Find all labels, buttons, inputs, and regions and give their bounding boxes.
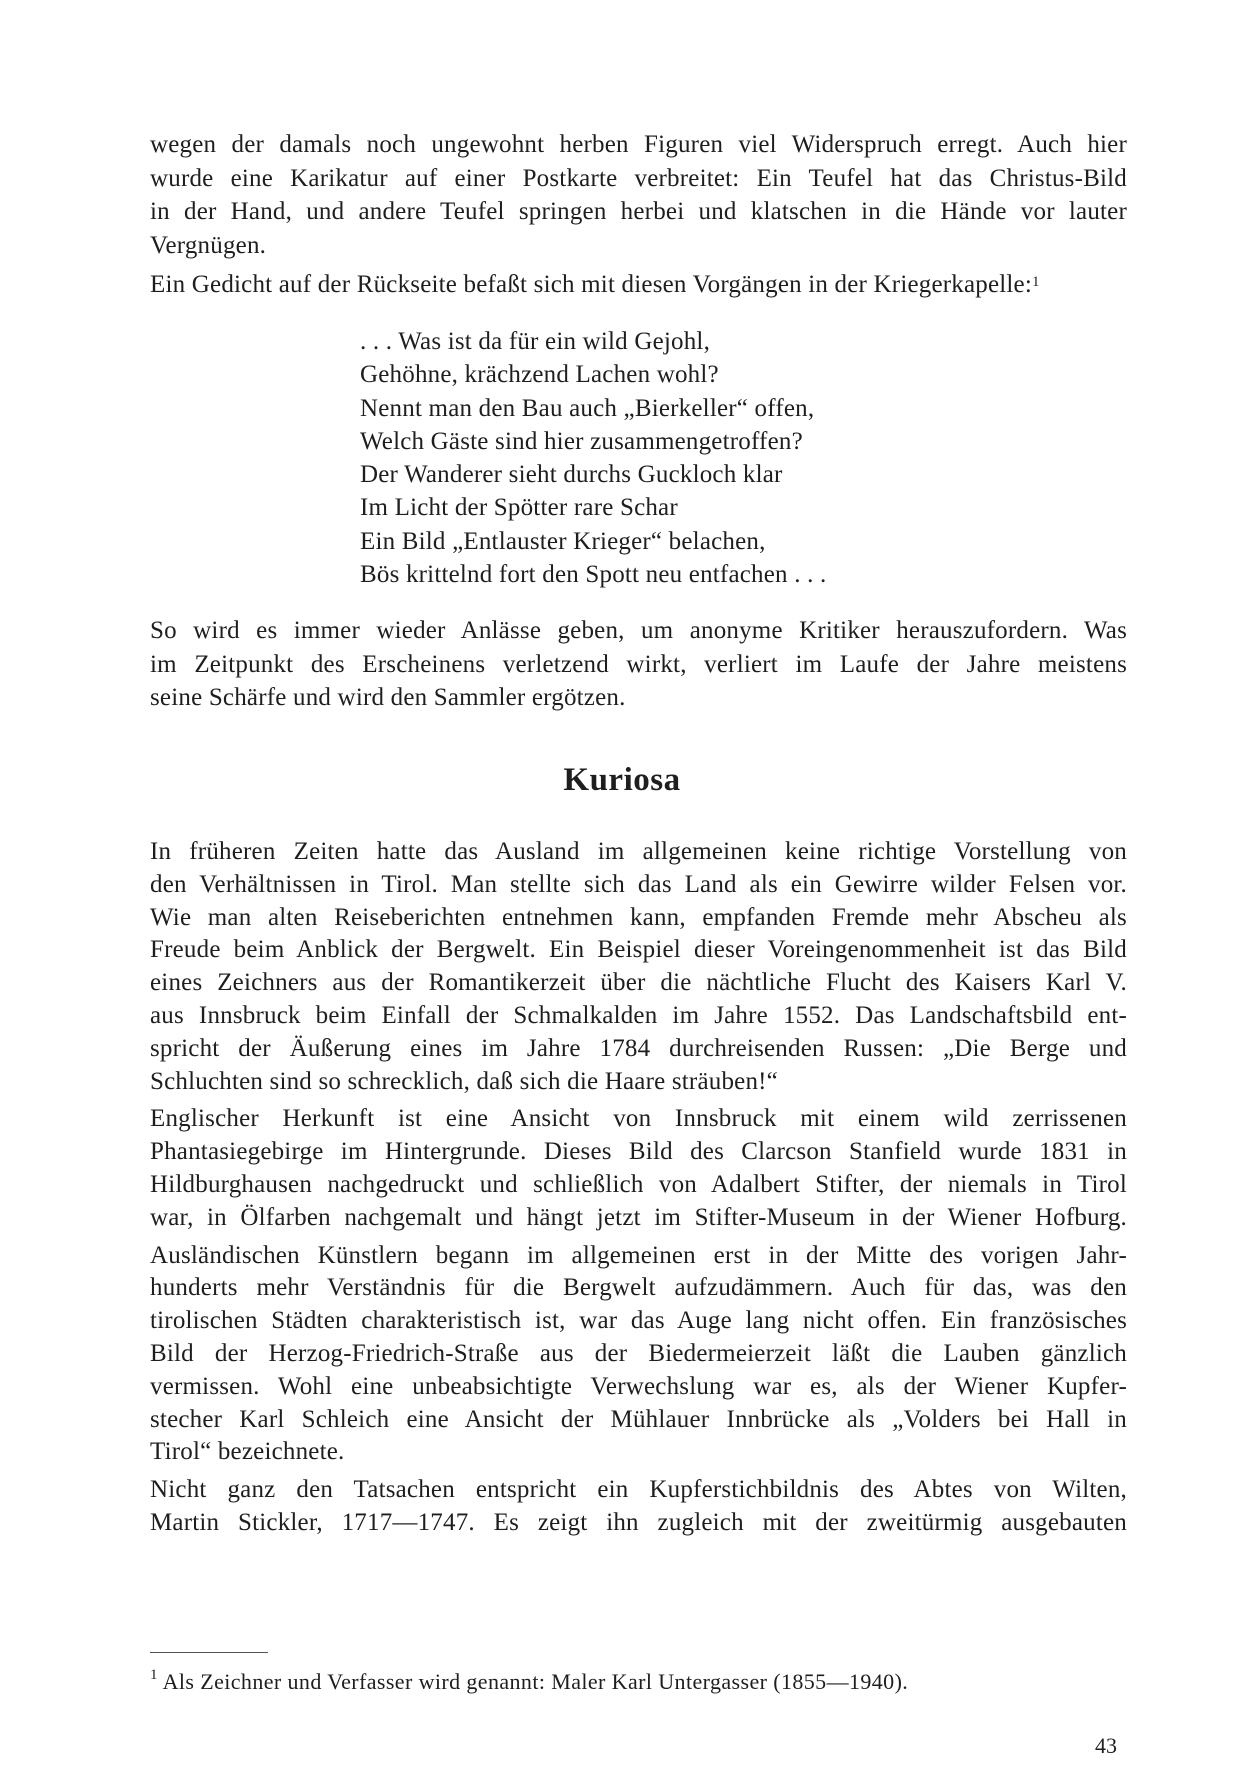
text-line: So wird es immer wieder Anlässe geben, um anonyme Kritiker herauszufordern. Was bbox=[150, 617, 1127, 644]
text-line: Hildburghausen nachgedruckt und schließlich von Adalbert Stifter, der niemals in Tirol bbox=[150, 1170, 1127, 1198]
paragraph bbox=[150, 1474, 1127, 1540]
text-line: in der Hand, und andere Teufel springen herbei und klatschen in die Hände vor lauter bbox=[150, 198, 1127, 225]
footnote-mark: 1 bbox=[1032, 274, 1040, 290]
page-number: 43 bbox=[1095, 1733, 1117, 1758]
text-line: Vergnügen. bbox=[150, 231, 267, 259]
footnote-divider bbox=[150, 1652, 268, 1653]
after-poem-paragraph bbox=[150, 614, 1127, 715]
text-line: stecher Karl Schleich eine Ansicht der Mühlauer Innbrücke als „Volders bei Hall in bbox=[150, 1405, 1127, 1433]
text-line: wegen der damals noch ungewohnt herben Figuren viel Widerspruch erregt. Auch hier bbox=[150, 131, 1127, 158]
text-line: war, in Ölfarben nachgemalt und hängt jetzt im Stifter-Museum in der Wiener Hofburg. bbox=[150, 1203, 1127, 1231]
text-line: den Verhältnissen in Tirol. Man stellte sich das Land als ein Gewirre wilder Felsen vor. bbox=[150, 870, 1127, 898]
text-line: Martin Stickler, 1717—1747. Es zeigt ihn zugleich mit der zweitürmig ausgebauten bbox=[150, 1508, 1127, 1536]
text-line: Schluchten sind so schrecklich, daß sich die Haare sträuben!“ bbox=[150, 1067, 778, 1095]
text-line: tirolischen Städten charakteristisch ist, war das Auge lang nicht offen. Ein französisches bbox=[150, 1307, 1127, 1335]
text-line: eines Zeichners aus der Romantikerzeit über die nächtliche Flucht des Kaisers Karl V. bbox=[150, 969, 1127, 997]
text-line: Phantasiegebirge im Hintergrunde. Dieses Bild des Clarcson Stanfield wurde 1831 in bbox=[150, 1138, 1127, 1166]
section-heading: Kuriosa bbox=[563, 762, 681, 798]
footnote-text: Als Zeichner und Verfasser wird genannt: Maler Karl Untergasser (1855—1940). bbox=[162, 1669, 909, 1694]
paragraph bbox=[150, 1240, 1127, 1470]
text-line: spricht der Äußerung eines im Jahre 1784 durchreisenden Russen: „Die Berge und bbox=[150, 1034, 1127, 1062]
intro-line-wrap bbox=[150, 268, 1127, 302]
paragraph bbox=[150, 836, 1127, 1098]
top-paragraph bbox=[150, 128, 1127, 302]
poem-line: Im Licht der Spötter rare Schar bbox=[360, 494, 678, 522]
text-line: vermissen. Wohl eine unbeabsichtigte Verwechslung war es, als der Wiener Kupfer- bbox=[150, 1372, 1127, 1400]
poem-line: Bös krittelnd fort den Spott neu entfachen . . . bbox=[360, 561, 827, 589]
poem-line: Welch Gäste sind hier zusammengetroffen? bbox=[360, 427, 803, 455]
text-line: wurde eine Karikatur auf einer Postkarte verbreitet: Ein Teufel hat das Christus-Bild bbox=[150, 164, 1127, 192]
text-line: Ausländischen Künstlern begann im allgemeinen erst in der Mitte des vorigen Jahr- bbox=[150, 1241, 1127, 1269]
text-line: seine Schärfe und wird den Sammler ergötzen. bbox=[150, 684, 626, 711]
text-line: Freude beim Anblick der Bergwelt. Ein Beispiel dieser Voreingenommenheit ist das Bild bbox=[150, 936, 1127, 964]
text-line: Tirol“ bezeichnete. bbox=[150, 1438, 345, 1466]
text-line: aus Innsbruck beim Einfall der Schmalkalden im Jahre 1552. Das Landschaftsbild ent- bbox=[150, 1001, 1127, 1029]
footnote bbox=[150, 1669, 908, 1695]
text-line: Bild der Herzog-Friedrich-Straße aus der Biedermeierzeit läßt die Lauben gänzlich bbox=[150, 1339, 1127, 1367]
text-line: In früheren Zeiten hatte das Ausland im allgemeinen keine richtige Vorstellung von bbox=[150, 838, 1127, 865]
poem-line: Der Wanderer sieht durchs Guckloch klar bbox=[360, 461, 783, 489]
poem-line: Gehöhne, krächzend Lachen wohl? bbox=[360, 361, 719, 389]
text-line: Nicht ganz den Tatsachen entspricht ein Kupferstichbildnis des Abtes von Wilten, bbox=[150, 1476, 1127, 1504]
intro-line: Ein Gedicht auf der Rückseite befaßt sich mit diesen Vorgängen in der Kriegerkapelle: bbox=[150, 271, 1033, 298]
poem bbox=[360, 325, 826, 591]
poem-line: Ein Bild „Entlauster Krieger“ belachen, bbox=[360, 527, 766, 555]
poem-line: Nennt man den Bau auch „Bierkeller“ offen, bbox=[360, 394, 815, 422]
text-line: im Zeitpunkt des Erscheinens verletzend wirkt, verliert im Laufe der Jahre meistens bbox=[150, 650, 1127, 678]
poem-line: . . . Was ist da für ein wild Gejohl, bbox=[360, 328, 711, 355]
footnote-number: 1 bbox=[150, 1667, 158, 1683]
section-body bbox=[150, 836, 1127, 1540]
text-line: Wie man alten Reiseberichten entnehmen kann, empfanden Fremde mehr Abscheu als bbox=[150, 903, 1127, 931]
text-line: hunderts mehr Verständnis für die Bergwelt aufzudämmern. Auch für das, was den bbox=[150, 1274, 1127, 1302]
text-line: Englischer Herkunft ist eine Ansicht von Innsbruck mit einem wild zerrissenen bbox=[150, 1105, 1127, 1133]
paragraph bbox=[150, 1103, 1127, 1234]
